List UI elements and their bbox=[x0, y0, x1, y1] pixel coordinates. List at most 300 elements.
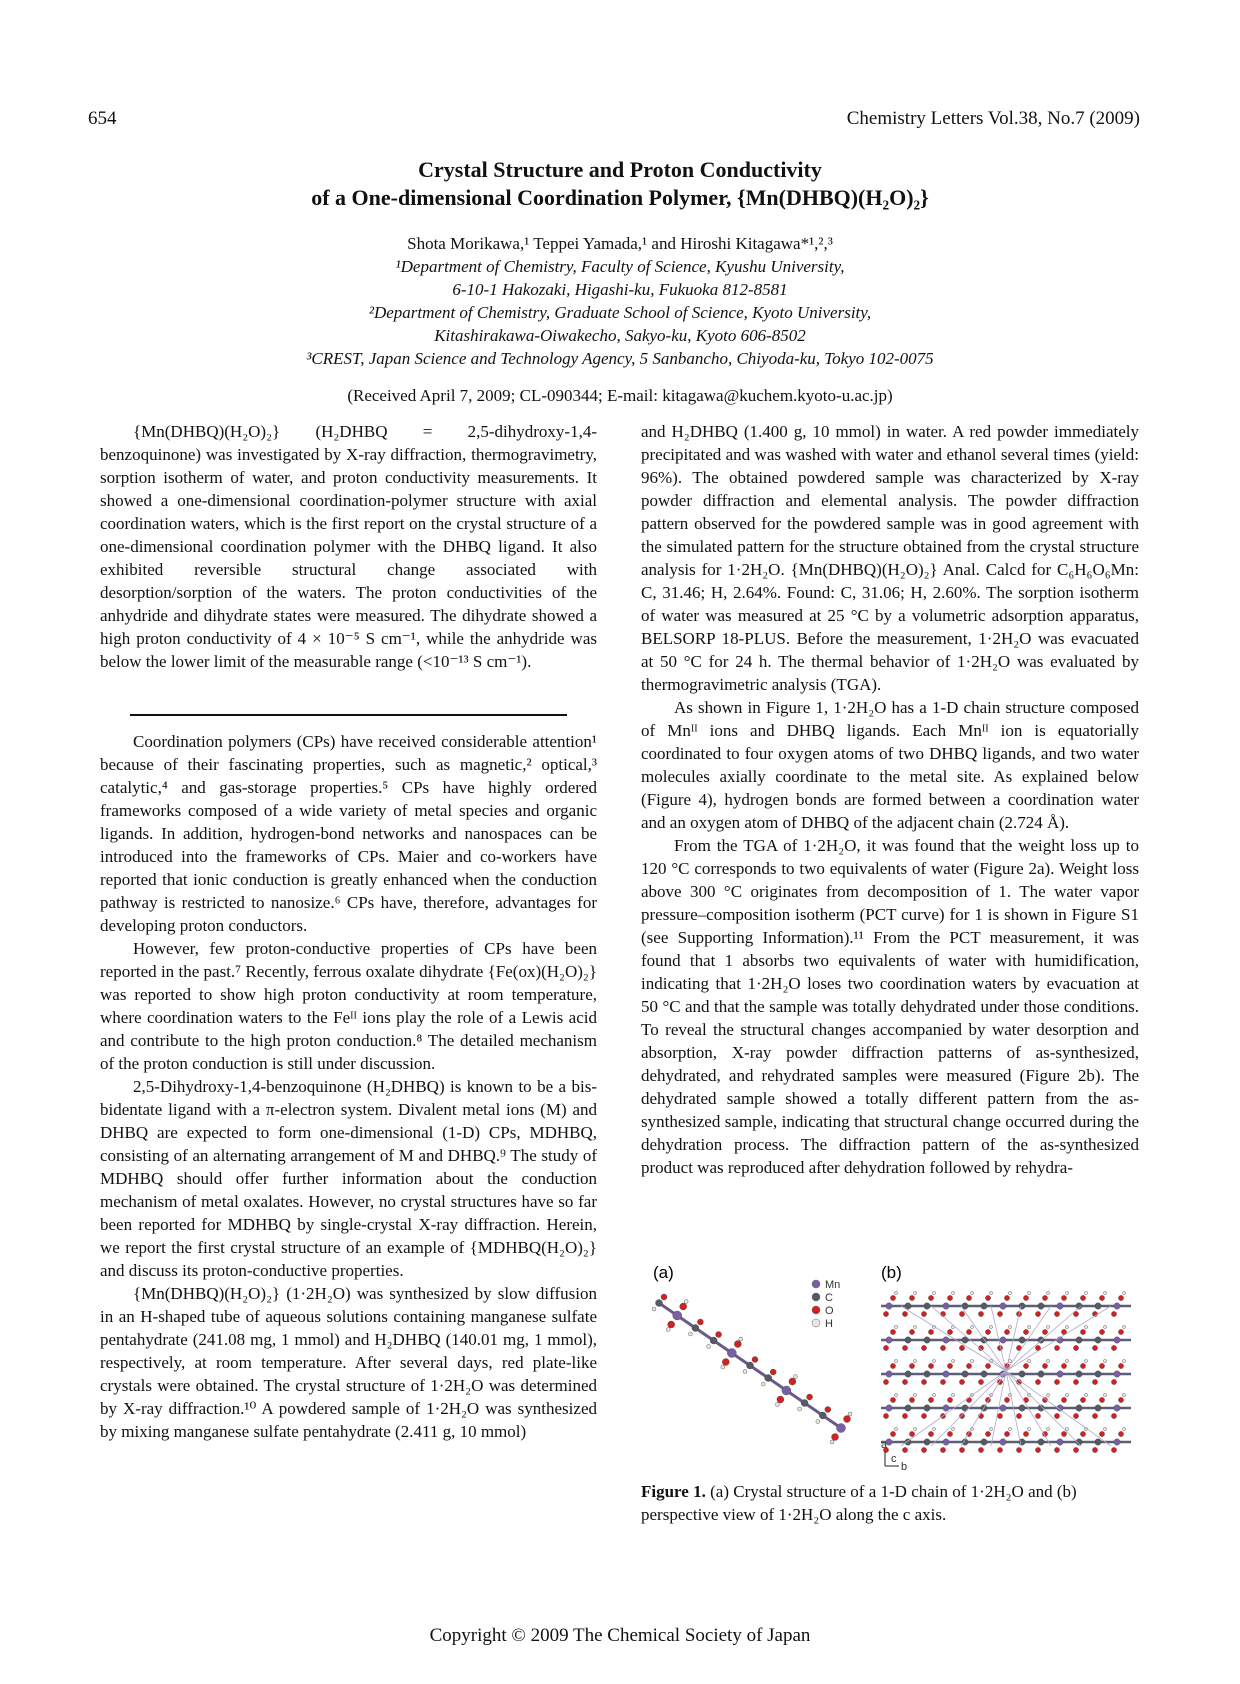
body-paragraph: 2,5-Dihydroxy-1,4-benzoquinone (H₂DHBQ) is known to be a bis-bidentate ligand with a π-electron system. Divalent metal ions (M) and DHBQ are expected to form one-dimensional (1-D) CPs, MDHBQ, consisting of an alternating arrangement of M and DHBQ.⁹ The study of MDHBQ should offer further information about the conduction mechanism of metal oxalates. However, no crystal structures have so far been reported for MDHBQ by single-crystal X-ray diffraction. Herein, we report the first crystal structure of an example of {MDHBQ(H₂O)₂} and discuss its proton-conductive properties. bbox=[100, 1077, 597, 1280]
mn-atom bbox=[886, 1337, 892, 1343]
1d-chain-structure bbox=[652, 1294, 852, 1444]
o-atom bbox=[966, 1397, 971, 1402]
o-atom bbox=[1054, 1379, 1059, 1384]
o-atom bbox=[890, 1363, 895, 1368]
o-atom bbox=[966, 1295, 971, 1300]
c-atom bbox=[1095, 1405, 1101, 1411]
o-atom bbox=[1035, 1447, 1040, 1452]
c-atom bbox=[819, 1412, 826, 1419]
legend-swatch-o bbox=[812, 1306, 820, 1314]
o-atom bbox=[959, 1311, 964, 1316]
h-atom bbox=[932, 1359, 935, 1362]
o-atom bbox=[1061, 1363, 1066, 1368]
h-atom bbox=[1084, 1325, 1087, 1328]
caption-label: Figure 1. bbox=[641, 1482, 706, 1501]
left-column-body bbox=[100, 730, 597, 1443]
body-paragraph: However, few proton-conductive properties of CPs have been reported in the past.⁷ Recently, ferrous oxalate dihydrate {Fe(ox)(H₂O)₂} was reported to show high proton conductivity at room temperature, where coordination waters to the Feᴵᴵ ions play the role of a Lewis acid and contribute to the high proton conduction.⁸ The detailed mechanism of the proton conduction is still under discussion. bbox=[100, 939, 597, 1073]
h-atom bbox=[1046, 1393, 1049, 1396]
o-atom bbox=[940, 1345, 945, 1350]
o-atom bbox=[1111, 1413, 1116, 1418]
h-atom bbox=[951, 1427, 954, 1430]
abstract-divider bbox=[130, 714, 567, 716]
c-atom bbox=[747, 1362, 754, 1369]
o-atom bbox=[1080, 1431, 1085, 1436]
c-atom bbox=[692, 1325, 699, 1332]
o-atom bbox=[940, 1447, 945, 1452]
h-atom bbox=[1008, 1427, 1011, 1430]
h-atom bbox=[1046, 1325, 1049, 1328]
o-atom bbox=[985, 1363, 990, 1368]
c-atom bbox=[1095, 1439, 1101, 1445]
o-atom bbox=[1035, 1413, 1040, 1418]
body-paragraph: As shown in Figure 1, 1·2H₂O has a 1-D chain structure composed of Mnᴵᴵ ions and DHBQ ligands. Each Mnᴵᴵ ion is equatorially coordinated to four oxygen atoms of two DHBQ ligands, and two water molecules axially coordinate to the metal site. As explained below (Figure 4), hydrogen bonds are formed between a coordination water and an oxygen atom of DHBQ of the adjacent chain (2.724 Å). bbox=[641, 698, 1139, 832]
o-atom bbox=[777, 1396, 784, 1403]
h-atom bbox=[739, 1337, 743, 1341]
o-atom bbox=[1023, 1295, 1028, 1300]
o-atom bbox=[1092, 1447, 1097, 1452]
c-atom bbox=[905, 1303, 911, 1309]
h-atom bbox=[932, 1393, 935, 1396]
h-atom bbox=[894, 1325, 897, 1328]
c-atom bbox=[981, 1371, 987, 1377]
h-atom bbox=[1084, 1393, 1087, 1396]
o-atom bbox=[947, 1363, 952, 1368]
mn-atom bbox=[1114, 1439, 1120, 1445]
c-atom bbox=[924, 1371, 930, 1377]
o-atom bbox=[1054, 1345, 1059, 1350]
mn-atom bbox=[943, 1337, 949, 1343]
o-atom bbox=[1073, 1345, 1078, 1350]
mn-atom bbox=[886, 1371, 892, 1377]
o-atom bbox=[959, 1345, 964, 1350]
o-atom bbox=[1080, 1295, 1085, 1300]
o-atom bbox=[668, 1321, 675, 1328]
o-atom bbox=[883, 1379, 888, 1384]
o-atom bbox=[902, 1379, 907, 1384]
o-atom bbox=[883, 1413, 888, 1418]
h-atom bbox=[932, 1427, 935, 1430]
h-atom bbox=[798, 1407, 802, 1411]
o-atom bbox=[1004, 1397, 1009, 1402]
o-atom bbox=[909, 1363, 914, 1368]
mn-atom bbox=[782, 1386, 791, 1395]
o-atom bbox=[1111, 1345, 1116, 1350]
o-atom bbox=[1099, 1431, 1104, 1436]
h-atom bbox=[989, 1291, 992, 1294]
panel-a-label: (a) bbox=[653, 1263, 674, 1282]
mn-atom bbox=[1000, 1439, 1006, 1445]
bond bbox=[931, 1306, 1006, 1371]
o-atom bbox=[1016, 1447, 1021, 1452]
h-atom bbox=[951, 1393, 954, 1396]
mn-atom bbox=[943, 1371, 949, 1377]
h-atom bbox=[913, 1291, 916, 1294]
h-atom bbox=[1103, 1427, 1106, 1430]
c-atom bbox=[1076, 1337, 1082, 1343]
h-atom bbox=[1065, 1325, 1068, 1328]
caption-text: (a) Crystal structure of a 1-D chain of 1·2H₂O and (b) perspective view of 1·2H₂O along the c axis. bbox=[641, 1482, 1077, 1524]
right-column bbox=[641, 420, 1139, 1179]
o-atom bbox=[902, 1447, 907, 1452]
o-atom bbox=[1042, 1363, 1047, 1368]
o-atom bbox=[1118, 1397, 1123, 1402]
o-atom bbox=[1099, 1397, 1104, 1402]
legend-label-c: C bbox=[825, 1292, 833, 1304]
h-atom bbox=[1065, 1427, 1068, 1430]
crystal-structure-figure bbox=[641, 1258, 1139, 1473]
mn-atom bbox=[943, 1439, 949, 1445]
perspective-packing-view bbox=[881, 1291, 1131, 1452]
o-atom bbox=[697, 1319, 703, 1325]
legend-label-o: O bbox=[825, 1305, 834, 1317]
o-atom bbox=[928, 1295, 933, 1300]
c-atom bbox=[924, 1337, 930, 1343]
c-atom bbox=[1095, 1337, 1101, 1343]
c-atom bbox=[1038, 1439, 1044, 1445]
h-atom bbox=[989, 1427, 992, 1430]
o-atom bbox=[722, 1359, 729, 1366]
h-atom bbox=[1046, 1359, 1049, 1362]
h-atom bbox=[830, 1440, 834, 1444]
h-atom bbox=[1027, 1325, 1030, 1328]
o-atom bbox=[807, 1394, 813, 1400]
h-atom bbox=[743, 1370, 747, 1374]
body-paragraph: and H₂DHBQ (1.400 g, 10 mmol) in water. A red powder immediately precipitated and was washed with water and ethanol several times (yield: 96%). The obtained powdered sample was characterized by X-ray powder diffraction and elemental analysis. The powder diffraction pattern observed for the powdered sample was in good agreement with the simulated pattern for the structure obtained from the crystal structure analysis for 1·2H₂O. {Mn(DHBQ)(H₂O)₂} Anal. Calcd for C₆H₆O₆Mn: C, 31.46; H, 2.64%. Found: C, 31.06; H, 2.60%. The sorption isotherm of water was measured at 25 °C by a volumetric adsorption apparatus, BELSORP 18-PLUS. Before the measurement, 1·2H₂O was evacuated at 50 °C for 24 h. The thermal behavior of 1·2H₂O was evaluated by thermogravimetric analysis (TGA). bbox=[641, 422, 1139, 694]
c-atom bbox=[905, 1337, 911, 1343]
page-number: 654 bbox=[88, 108, 117, 129]
h-atom bbox=[894, 1427, 897, 1430]
o-atom bbox=[1073, 1413, 1078, 1418]
c-atom bbox=[905, 1405, 911, 1411]
o-atom bbox=[985, 1431, 990, 1436]
h-atom bbox=[1008, 1291, 1011, 1294]
o-atom bbox=[978, 1447, 983, 1452]
c-atom bbox=[1019, 1337, 1025, 1343]
o-atom bbox=[959, 1447, 964, 1452]
mn-atom bbox=[727, 1349, 736, 1358]
c-atom bbox=[801, 1400, 808, 1407]
legend-swatch-h bbox=[812, 1319, 820, 1327]
o-atom bbox=[661, 1294, 667, 1300]
o-atom bbox=[1073, 1447, 1078, 1452]
o-atom bbox=[1023, 1363, 1028, 1368]
h-atom bbox=[913, 1325, 916, 1328]
o-atom bbox=[997, 1413, 1002, 1418]
o-atom bbox=[959, 1413, 964, 1418]
o-atom bbox=[921, 1379, 926, 1384]
mn-atom bbox=[673, 1311, 682, 1320]
h-atom bbox=[775, 1403, 779, 1407]
o-atom bbox=[1099, 1295, 1104, 1300]
o-atom bbox=[1035, 1311, 1040, 1316]
o-atom bbox=[789, 1378, 796, 1385]
axis-label-a: a bbox=[881, 1439, 888, 1451]
o-atom bbox=[1004, 1295, 1009, 1300]
h-atom bbox=[970, 1359, 973, 1362]
h-atom bbox=[1122, 1393, 1125, 1396]
o-atom bbox=[844, 1416, 851, 1423]
c-atom bbox=[1019, 1405, 1025, 1411]
o-atom bbox=[947, 1329, 952, 1334]
h-atom bbox=[894, 1291, 897, 1294]
o-atom bbox=[832, 1434, 839, 1441]
o-atom bbox=[940, 1311, 945, 1316]
c-atom bbox=[1076, 1405, 1082, 1411]
o-atom bbox=[734, 1341, 741, 1348]
o-atom bbox=[1118, 1329, 1123, 1334]
o-atom bbox=[1080, 1397, 1085, 1402]
c-atom bbox=[962, 1371, 968, 1377]
mn-atom bbox=[1114, 1371, 1120, 1377]
o-atom bbox=[921, 1447, 926, 1452]
h-atom bbox=[894, 1359, 897, 1362]
mn-atom bbox=[886, 1405, 892, 1411]
h-atom bbox=[1008, 1325, 1011, 1328]
c-atom bbox=[1095, 1371, 1101, 1377]
body-paragraph: Coordination polymers (CPs) have received considerable attention¹ because of their fascinating properties, such as magnetic,² optical,³ catalytic,⁴ and gas-storage properties.⁵ CPs have highly ordered frameworks composed of a wide variety of metal species and organic ligands. In addition, hydrogen-bond networks and nanospaces can be introduced into the frameworks of CPs. Maier and co-workers have reported that ionic conduction is greatly enhanced when the conduction pathway is restricted to nanosize.⁶ CPs have, therefore, advantages for developing proton conductors. bbox=[100, 732, 597, 935]
mn-atom bbox=[1000, 1337, 1006, 1343]
o-atom bbox=[947, 1397, 952, 1402]
o-atom bbox=[1092, 1379, 1097, 1384]
h-atom bbox=[1065, 1359, 1068, 1362]
h-atom bbox=[1046, 1291, 1049, 1294]
mn-atom bbox=[1000, 1405, 1006, 1411]
o-atom bbox=[947, 1431, 952, 1436]
o-atom bbox=[940, 1379, 945, 1384]
o-atom bbox=[909, 1295, 914, 1300]
h-atom bbox=[970, 1291, 973, 1294]
h-atom bbox=[1122, 1325, 1125, 1328]
o-atom bbox=[997, 1311, 1002, 1316]
mn-atom bbox=[1057, 1303, 1063, 1309]
o-atom bbox=[1092, 1413, 1097, 1418]
c-atom bbox=[656, 1300, 663, 1307]
affiliation-line: ¹Department of Chemistry, Faculty of Science, Kyushu University, bbox=[395, 257, 845, 276]
o-atom bbox=[1016, 1413, 1021, 1418]
c-atom bbox=[905, 1371, 911, 1377]
h-atom bbox=[1084, 1359, 1087, 1362]
o-atom bbox=[1004, 1329, 1009, 1334]
mn-atom bbox=[1114, 1405, 1120, 1411]
h-atom bbox=[761, 1382, 765, 1386]
affiliation-line: ³CREST, Japan Science and Technology Agency, 5 Sanbancho, Chiyoda-ku, Tokyo 102-0075 bbox=[306, 349, 934, 368]
o-atom bbox=[966, 1329, 971, 1334]
article-title-line1: Crystal Structure and Proton Conductivity bbox=[418, 157, 822, 182]
o-atom bbox=[825, 1407, 831, 1413]
o-atom bbox=[890, 1397, 895, 1402]
h-atom bbox=[793, 1375, 797, 1379]
c-atom bbox=[1038, 1303, 1044, 1309]
o-atom bbox=[947, 1295, 952, 1300]
o-atom bbox=[890, 1431, 895, 1436]
h-atom bbox=[951, 1291, 954, 1294]
o-atom bbox=[928, 1431, 933, 1436]
o-atom bbox=[883, 1311, 888, 1316]
o-atom bbox=[959, 1379, 964, 1384]
received-line: (Received April 7, 2009; CL-090344; E-mail: kitagawa@kuchem.kyoto-u.ac.jp) bbox=[347, 386, 893, 405]
h-atom bbox=[816, 1420, 820, 1424]
c-atom bbox=[981, 1303, 987, 1309]
o-atom bbox=[1054, 1447, 1059, 1452]
o-atom bbox=[1118, 1431, 1123, 1436]
h-atom bbox=[1122, 1427, 1125, 1430]
h-atom bbox=[848, 1412, 852, 1416]
copyright-footer: Copyright © 2009 The Chemical Society of Japan bbox=[429, 1625, 811, 1646]
h-atom bbox=[688, 1332, 692, 1336]
c-atom bbox=[924, 1405, 930, 1411]
o-atom bbox=[1118, 1295, 1123, 1300]
c-atom bbox=[1038, 1371, 1044, 1377]
o-atom bbox=[997, 1447, 1002, 1452]
h-atom bbox=[721, 1365, 725, 1369]
o-atom bbox=[1023, 1431, 1028, 1436]
mn-atom bbox=[1114, 1337, 1120, 1343]
o-atom bbox=[978, 1311, 983, 1316]
h-atom bbox=[913, 1393, 916, 1396]
o-atom bbox=[680, 1303, 687, 1310]
h-atom bbox=[666, 1328, 670, 1332]
h-atom bbox=[1122, 1291, 1125, 1294]
panel-b-label: (b) bbox=[881, 1263, 902, 1282]
mn-atom bbox=[1057, 1439, 1063, 1445]
o-atom bbox=[890, 1329, 895, 1334]
o-atom bbox=[966, 1363, 971, 1368]
h-atom bbox=[989, 1325, 992, 1328]
atom-legend bbox=[812, 1279, 840, 1330]
o-atom bbox=[928, 1329, 933, 1334]
o-atom bbox=[1042, 1295, 1047, 1300]
body-paragraph: {Mn(DHBQ)(H₂O)₂} (1·2H₂O) was synthesized by slow diffusion in an H-shaped tube of aqueous solutions containing manganese sulfate pentahydrate (241.08 mg, 1 mmol) and H₂DHBQ (140.01 mg, 1 mmol), respectively, at room temperature. After several days, red plate-like crystals were obtained. The crystal structure of 1·2H₂O was determined by X-ray diffraction.¹⁰ A powdered sample of 1·2H₂O was synthesized by mixing manganese sulfate pentahydrate (2.411 g, 10 mmol) bbox=[100, 1284, 597, 1441]
o-atom bbox=[770, 1369, 776, 1375]
o-atom bbox=[978, 1379, 983, 1384]
authors: Shota Morikawa,¹ Teppei Yamada,¹ and Hiroshi Kitagawa*¹,²,³ bbox=[407, 234, 833, 253]
o-atom bbox=[909, 1397, 914, 1402]
legend-label-h: H bbox=[825, 1318, 833, 1330]
axis-label-c: c bbox=[891, 1453, 897, 1465]
h-atom bbox=[1027, 1291, 1030, 1294]
o-atom bbox=[985, 1329, 990, 1334]
h-atom bbox=[1046, 1427, 1049, 1430]
o-atom bbox=[921, 1413, 926, 1418]
o-atom bbox=[890, 1295, 895, 1300]
mn-atom bbox=[943, 1405, 949, 1411]
o-atom bbox=[985, 1295, 990, 1300]
legend-swatch-mn bbox=[812, 1280, 820, 1288]
c-atom bbox=[1095, 1303, 1101, 1309]
mn-atom bbox=[1057, 1371, 1063, 1377]
h-atom bbox=[652, 1307, 656, 1311]
o-atom bbox=[883, 1345, 888, 1350]
h-atom bbox=[1103, 1393, 1106, 1396]
o-atom bbox=[1080, 1329, 1085, 1334]
c-atom bbox=[765, 1375, 772, 1382]
o-atom bbox=[909, 1329, 914, 1334]
h-atom bbox=[1122, 1359, 1125, 1362]
o-atom bbox=[902, 1311, 907, 1316]
abstract: {Mn(DHBQ)(H₂O)₂} (H₂DHBQ = 2,5-dihydroxy-1,4-benzoquinone) was investigated by X-ray diffraction, thermogravimetry, sorption isotherm of water, and proton conductivity measurements. It showed a one-dimensional coordination-polymer structure with axial coordination waters, which is the first report on the crystal structure of a one-dimensional coordination polymer with the DHBQ ligand. It also exhibited reversible structural change associated with desorption/sorption of the waters. The proton conductivities of the anhydride and dihydrate states were measured. The dihydrate showed a high proton conductivity of 4 × 10⁻⁵ S cm⁻¹, while the anhydride was below the lower limit of the measurable range (<10⁻¹³ S cm⁻¹). bbox=[100, 422, 597, 671]
o-atom bbox=[1111, 1379, 1116, 1384]
o-atom bbox=[1061, 1397, 1066, 1402]
o-atom bbox=[1099, 1363, 1104, 1368]
h-atom bbox=[970, 1325, 973, 1328]
h-atom bbox=[1065, 1393, 1068, 1396]
c-atom bbox=[1019, 1371, 1025, 1377]
o-atom bbox=[1023, 1329, 1028, 1334]
mn-atom bbox=[837, 1424, 846, 1433]
h-atom bbox=[1103, 1359, 1106, 1362]
h-atom bbox=[913, 1427, 916, 1430]
o-atom bbox=[1042, 1329, 1047, 1334]
h-atom bbox=[1103, 1325, 1106, 1328]
mn-atom bbox=[1000, 1303, 1006, 1309]
o-atom bbox=[752, 1357, 758, 1363]
h-atom bbox=[1027, 1359, 1030, 1362]
h-atom bbox=[1084, 1291, 1087, 1294]
o-atom bbox=[1118, 1363, 1123, 1368]
o-atom bbox=[1054, 1311, 1059, 1316]
o-atom bbox=[1073, 1379, 1078, 1384]
h-atom bbox=[894, 1393, 897, 1396]
c-atom bbox=[1076, 1371, 1082, 1377]
o-atom bbox=[928, 1363, 933, 1368]
o-atom bbox=[1061, 1431, 1066, 1436]
o-atom bbox=[921, 1311, 926, 1316]
mn-atom bbox=[943, 1303, 949, 1309]
o-atom bbox=[1092, 1345, 1097, 1350]
journal-header: Chemistry Letters Vol.38, No.7 (2009) bbox=[846, 108, 1140, 129]
o-atom bbox=[1099, 1329, 1104, 1334]
c-atom bbox=[924, 1439, 930, 1445]
c-atom bbox=[981, 1439, 987, 1445]
body-paragraph: From the TGA of 1·2H₂O, it was found that the weight loss up to 120 °C corresponds to two equivalents of water (Figure 2a). Weight loss above 300 °C originates from decomposition of 1. The water vapor pressure–composition isotherm (PCT curve) for 1 is shown in Figure S1 (see Supporting Information).¹¹ From the PCT measurement, it was found that 1 absorbs two equivalents of water with humidification, indicating that 1·2H₂O loses two coordination waters by evacuation at 50 °C and that the sample was totally dehydrated under those conditions. To reveal the structural changes accompanied by water desorption and absorption, X-ray powder diffraction patterns of as-synthesized, dehydrated, and rehydrated samples were measured (Figure 2b). The dehydrated sample showed a totally different pattern from the as-synthesized sample, indicating that structural change occurred during the dehydration process. The diffraction pattern of the as-synthesized product was reproduced after dehydration followed by rehydra- bbox=[641, 836, 1139, 1177]
c-atom bbox=[710, 1337, 717, 1344]
bond bbox=[1006, 1306, 1021, 1371]
o-atom bbox=[928, 1397, 933, 1402]
h-atom bbox=[932, 1291, 935, 1294]
mn-atom bbox=[886, 1303, 892, 1309]
affiliation-line: 6-10-1 Hakozaki, Higashi-ku, Fukuoka 812-8581 bbox=[452, 280, 788, 299]
h-atom bbox=[684, 1300, 688, 1304]
c-atom bbox=[924, 1303, 930, 1309]
mn-atom bbox=[1114, 1303, 1120, 1309]
h-atom bbox=[1027, 1427, 1030, 1430]
h-atom bbox=[1065, 1291, 1068, 1294]
o-atom bbox=[909, 1431, 914, 1436]
figure-1 bbox=[641, 1258, 1139, 1473]
o-atom bbox=[1111, 1311, 1116, 1316]
o-atom bbox=[902, 1345, 907, 1350]
o-atom bbox=[902, 1413, 907, 1418]
figure-caption bbox=[641, 1480, 1139, 1526]
o-atom bbox=[716, 1332, 722, 1338]
o-atom bbox=[1080, 1363, 1085, 1368]
o-atom bbox=[1004, 1431, 1009, 1436]
h-atom bbox=[913, 1359, 916, 1362]
legend-label-mn: Mn bbox=[825, 1279, 841, 1291]
o-atom bbox=[921, 1345, 926, 1350]
c-atom bbox=[1019, 1303, 1025, 1309]
article-title-line2: of a One-dimensional Coordination Polymer, {Mn(DHBQ)(H₂O)₂} bbox=[311, 185, 929, 210]
h-atom bbox=[707, 1345, 711, 1349]
o-atom bbox=[1061, 1295, 1066, 1300]
affiliation-line: Kitashirakawa-Oiwakecho, Sakyo-ku, Kyoto 606-8502 bbox=[434, 326, 806, 345]
o-atom bbox=[1035, 1379, 1040, 1384]
h-atom bbox=[1103, 1291, 1106, 1294]
left-column bbox=[100, 420, 597, 673]
affiliation-line: ²Department of Chemistry, Graduate School of Science, Kyoto University, bbox=[368, 303, 872, 322]
o-atom bbox=[1054, 1413, 1059, 1418]
axis-label-b: b bbox=[901, 1461, 908, 1473]
